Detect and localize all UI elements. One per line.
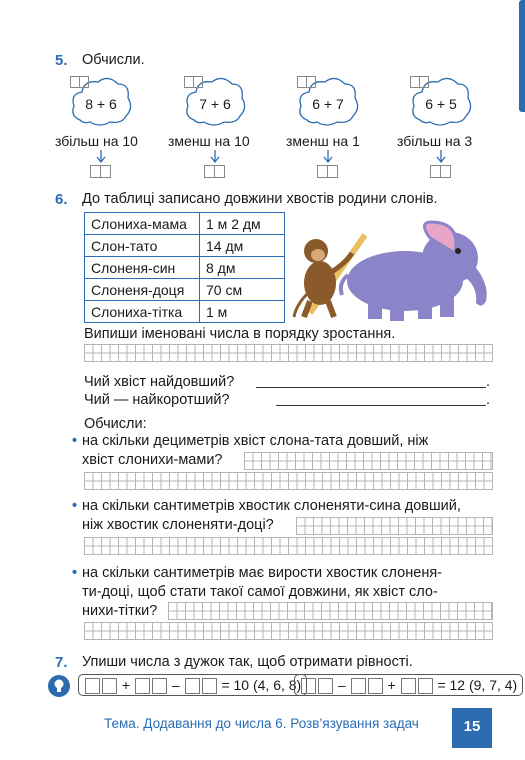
operation-label: зменш на 10: [168, 133, 250, 149]
question-3-line3: нихи-тітки?: [82, 603, 158, 619]
table-row: [85, 235, 285, 257]
answer-grid[interactable]: [204, 165, 226, 179]
answer-line-longest[interactable]: [256, 386, 486, 388]
equation-2-result: = 12 (9, 7, 4): [437, 677, 518, 693]
answer-box[interactable]: [135, 678, 150, 694]
question-3-line1: на скільки сантиметрів має вирости хвостик слоненя-: [82, 565, 443, 581]
cloud-expression-text: 6 + 5: [425, 96, 457, 112]
table-cell: Слон-тато: [85, 235, 200, 257]
question-2-line1: на скільки сантиметрів хвостик слоненяти-сина довший,: [82, 498, 461, 514]
table-row: [85, 301, 285, 323]
page-edge-tab: [519, 0, 525, 112]
answer-box[interactable]: [85, 678, 100, 694]
table-cell: 1 м: [200, 301, 285, 323]
question-longest: Чий хвіст найдовший?: [84, 374, 235, 390]
equation-2-op1: –: [337, 677, 346, 693]
answer-grid[interactable]: [317, 165, 339, 179]
answer-box[interactable]: [301, 678, 316, 694]
cloud-expression: [184, 76, 246, 128]
cloud-expression-text: 8 + 6: [85, 96, 117, 112]
table-cell: Слониха-мама: [85, 213, 200, 235]
compute-label: Обчисли:: [84, 416, 147, 432]
question-3-line2: ти-доці, щоб стати такої самої довжини, як хвіст сло-: [82, 584, 438, 600]
answer-box[interactable]: [152, 678, 167, 694]
task5-title: Обчисли.: [82, 52, 145, 68]
table-row: [85, 279, 285, 301]
task6-intro: До таблиці записано довжини хвостів родини слонів.: [82, 191, 438, 207]
equation-1-op2: –: [171, 677, 180, 693]
answer-grid-q1b[interactable]: [84, 472, 493, 490]
equation-2: [294, 674, 523, 696]
answer-line-shortest[interactable]: [276, 404, 486, 406]
operation-label: збільш на 3: [397, 133, 473, 149]
question-1-line2: хвіст слонихи-мами?: [82, 452, 223, 468]
bullet-icon: •: [72, 565, 78, 581]
answer-box[interactable]: [318, 678, 333, 694]
equation-2-op2: +: [387, 677, 396, 693]
page-footer: [0, 708, 525, 742]
answer-box[interactable]: [202, 678, 217, 694]
table-cell: Слоненя-син: [85, 257, 200, 279]
cloud-expression-text: 7 + 6: [199, 96, 231, 112]
answer-grid[interactable]: [90, 165, 112, 179]
equation-1: [78, 674, 307, 696]
task6-number: 6.: [55, 191, 68, 208]
cloud-expression: [297, 76, 359, 128]
cloud-expression: [70, 76, 132, 128]
cloud-expression-text: 6 + 7: [312, 96, 344, 112]
footer-topic: Тема. Додавання до числа 6. Розв’язування задач: [104, 716, 419, 731]
answer-box[interactable]: [102, 678, 117, 694]
write-out-instruction: Випиши іменовані числа в порядку зростання.: [84, 326, 396, 342]
operation-label: зменш на 1: [286, 133, 360, 149]
monkey-elephant-illustration: [290, 213, 495, 323]
table-cell: 8 дм: [200, 257, 285, 279]
answer-grid[interactable]: [430, 165, 452, 179]
arrow-down-icon: [96, 150, 106, 164]
table-cell: 14 дм: [200, 235, 285, 257]
question-shortest: Чий — найкоротший?: [84, 392, 230, 408]
answer-box[interactable]: [185, 678, 200, 694]
answer-box[interactable]: [368, 678, 383, 694]
table-cell: 70 см: [200, 279, 285, 301]
question-1-line1: на скільки дециметрів хвіст слона-тата довший, ніж: [82, 433, 429, 449]
arrow-down-icon: [436, 150, 446, 164]
lightbulb-icon: [48, 675, 70, 697]
arrow-down-icon: [210, 150, 220, 164]
bullet-icon: •: [72, 498, 78, 514]
table-row: [85, 213, 285, 235]
answer-grid-q3a[interactable]: [168, 602, 493, 620]
equation-1-op1: +: [121, 677, 131, 693]
operation-label: збільш на 10: [55, 133, 138, 149]
task7-text: Упиши числа з дужок так, щоб отримати рівності.: [82, 654, 413, 670]
bullet-icon: •: [72, 433, 78, 449]
answer-grid-order[interactable]: [84, 344, 493, 362]
answer-box[interactable]: [418, 678, 433, 694]
task7-number: 7.: [55, 654, 68, 671]
answer-grid-q3b[interactable]: [84, 622, 493, 640]
tail-length-table: [84, 212, 285, 323]
table-cell: 1 м 2 дм: [200, 213, 285, 235]
answer-box[interactable]: [351, 678, 366, 694]
page-number: 15: [452, 708, 492, 748]
answer-grid-q2a[interactable]: [296, 517, 493, 535]
table-row: [85, 257, 285, 279]
arrow-down-icon: [323, 150, 333, 164]
answer-grid-q2b[interactable]: [84, 537, 493, 555]
equation-1-result: = 10 (4, 6, 8): [221, 677, 302, 693]
cloud-expression: [410, 76, 472, 128]
answer-box[interactable]: [401, 678, 416, 694]
table-cell: Слоненя-доця: [85, 279, 200, 301]
question-2-line2: ніж хвостик слоненяти-доці?: [82, 517, 274, 533]
answer-grid-q1a[interactable]: [244, 452, 493, 470]
task5-number: 5.: [55, 52, 68, 69]
table-cell: Слониха-тітка: [85, 301, 200, 323]
